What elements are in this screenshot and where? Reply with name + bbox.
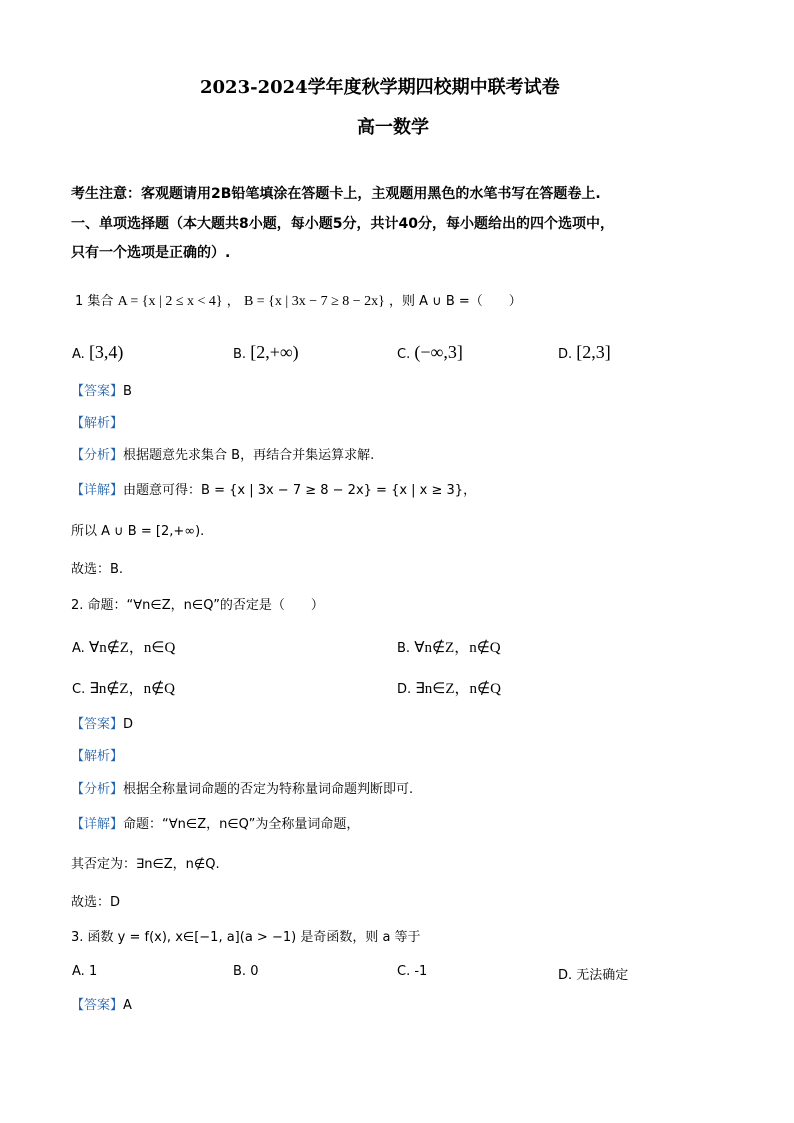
exam-title: 2023-2024学年度秋学期四校期中联考试卷	[200, 77, 560, 98]
section-heading-line2: 只有一个选项是正确的）.	[71, 245, 231, 261]
q2-answer: 【答案】D	[71, 717, 134, 732]
q1-option-c: C. (−∞,3]	[397, 342, 463, 362]
q3-option-c: C. -1	[397, 964, 428, 979]
q1-fenxi: 【分析】根据题意先求集合 B，再结合并集运算求解.	[71, 448, 375, 463]
q1-comma: ，	[226, 294, 240, 309]
q2-fenxi: 【分析】根据全称量词命题的否定为特称量词命题判断即可.	[71, 782, 414, 797]
q1-stem-b: ，则 A ∪ B =（ ）	[389, 294, 522, 309]
q1-stem-a: 集合	[87, 294, 114, 309]
q3-option-d: D. 无法确定	[558, 968, 629, 983]
section-heading-line1: 一、单项选择题（本大题共8小题，每小题5分，共计40分，每小题给出的四个选项中，	[71, 216, 614, 232]
q2-option-c: C. ∃n∉Z，n∉Q	[72, 681, 175, 697]
q2-choose: 故选：D	[71, 895, 121, 910]
q3-stem: 3. 函数 y = f(x), x∈[−1, a](a > −1) 是奇函数，则 a 等于	[71, 930, 421, 945]
q1-choose: 故选：B.	[71, 562, 124, 577]
q3-answer: 【答案】A	[71, 998, 132, 1013]
q2-stem: 2. 命题：“∀n∈Z，n∈Q”的否定是（ ）	[71, 598, 324, 613]
q1-set-b: B = {x | 3x − 7 ≥ 8 − 2x}	[243, 294, 385, 309]
q1-option-b: B. [2,+∞)	[233, 342, 299, 362]
q1-option-d: D. [2,3]	[558, 342, 611, 362]
q2-analysis-tag: 【解析】	[71, 749, 124, 764]
q1-answer: 【答案】B	[71, 384, 132, 399]
q2-option-b: B. ∀n∉Z，n∉Q	[397, 640, 501, 656]
q1-number: 1	[75, 294, 84, 309]
q2-option-d: D. ∃n∈Z，n∉Q	[397, 681, 501, 697]
exam-notice: 考生注意：客观题请用2B铅笔填涂在答题卡上，主观题用黑色的水笔书写在答题卷上.	[71, 186, 601, 202]
q1-xiangjie: 【详解】由题意可得：B = {x | 3x − 7 ≥ 8 − 2x} = {x | x ≥ 3}，	[71, 483, 477, 498]
exam-subtitle: 高一数学	[357, 117, 429, 138]
q1-set-a: A = {x | 2 ≤ x < 4}	[117, 294, 223, 309]
q2-xiangjie: 【详解】命题：“∀n∈Z，n∈Q”为全称量词命题，	[71, 817, 360, 832]
q1-stem	[75, 290, 522, 310]
q3-option-a: A. 1	[72, 964, 98, 979]
q3-option-b: B. 0	[233, 964, 259, 979]
q2-negation: 其否定为：∃n∈Z，n∉Q.	[71, 857, 220, 872]
q2-option-a: A. ∀n∉Z，n∈Q	[72, 640, 176, 656]
q1-result: 所以 A ∪ B = [2,+∞).	[71, 524, 205, 539]
q1-option-a: A. [3,4)	[72, 342, 124, 362]
q1-analysis-tag: 【解析】	[71, 416, 124, 431]
